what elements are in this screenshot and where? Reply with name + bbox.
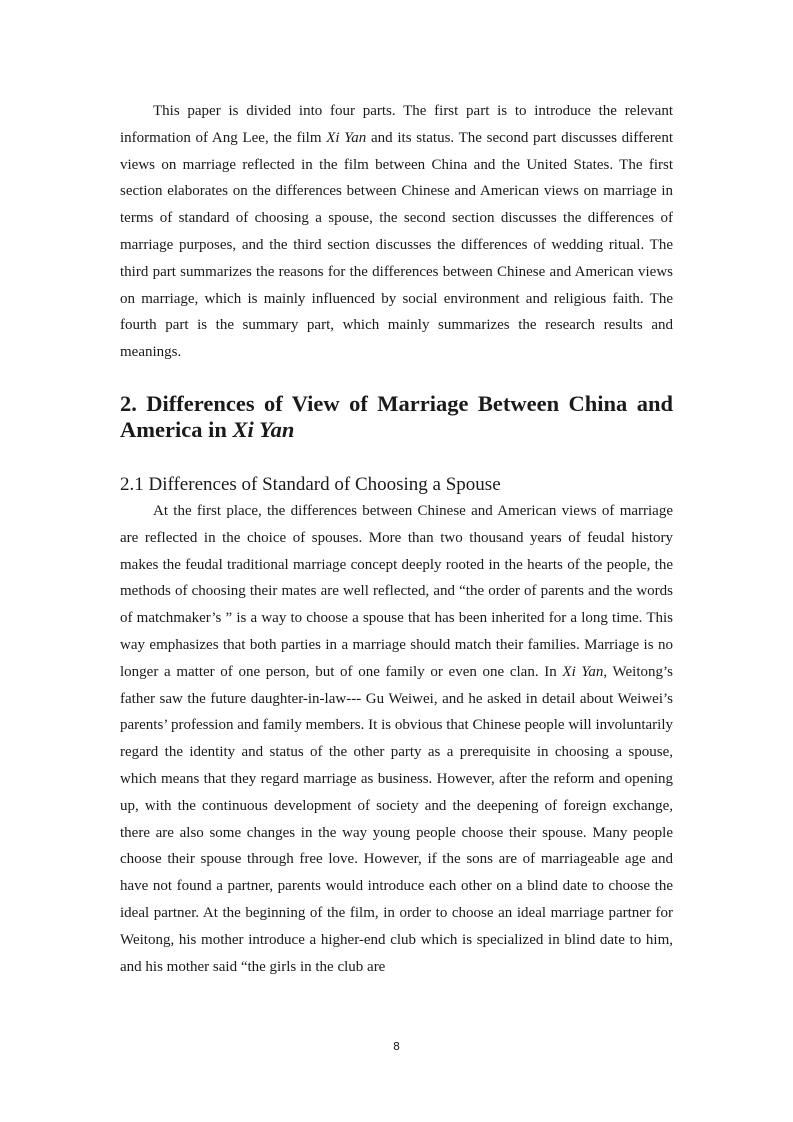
section-heading-italic: Xi Yan (232, 417, 295, 442)
spouse-choice-paragraph-text-2: , Weitong’s father saw the future daughter-in-law--- Gu Weiwei, and he asked in detail about Weiwei’s parents’ profession and family members. It is obvious that Chinese people will involuntarily regard the identity and status of the other party as a prerequisite in choosing a spouse, which means that they regard marriage as business. However, after the reform and opening up, with the continuous development of society and the deepening of foreign exchange, there are also some changes in the way young people choose their spouse. Many people choose their spouse through free love. However, if the sons are of marriageable age and have not found a partner, parents would introduce each other on a blind date to choose the ideal partner. At the beginning of the film, in order to choose an ideal marriage partner for Weitong, his mother introduce a higher-end club which is specialized in blind date to him, and his mother said “the girls in the club are (120, 663, 673, 975)
subsection-heading: 2.1 Differences of Standard of Choosing a Spouse (120, 474, 501, 495)
intro-paragraph (120, 98, 673, 366)
spouse-choice-paragraph (120, 498, 673, 980)
section-heading-text: 2. Differences of View of Marriage Between China and America in (120, 391, 673, 442)
section-heading (120, 391, 673, 443)
spouse-choice-paragraph-text-1: At the first place, the differences between Chinese and American views of marriage are reflected in the choice of spouses. More than two thousand years of feudal history makes the feudal traditional marriage concept deeply rooted in the hearts of the people, the methods of choosing their mates are well reflected, and “the order of parents and the words of matchmaker’s ” is a way to choose a spouse that has been inherited for a long time. This way emphasizes that both parties in a marriage should match their families. Marriage is no longer a matter of one person, but of one family or even one clan. In (120, 503, 673, 680)
intro-paragraph-text-2: and its status. The second part discusses different views on marriage reflected in the film between China and the United States. The first section elaborates on the differences between Chinese and American views on marriage in terms of standard of choosing a spouse, the second section discusses the differences of marriage purposes, and the third section discusses the differences of wedding ritual. The third part summarizes the reasons for the differences between Chinese and American views on marriage, which is mainly influenced by social environment and religious faith. The fourth part is the summary part, which mainly summarizes the research results and meanings. (120, 129, 674, 361)
intro-paragraph-text-1: This paper is divided into four parts. The first part is to introduce the relevant information of Ang Lee, the film (120, 103, 673, 146)
page-number: 8 (393, 1040, 400, 1053)
film-title-italic: Xi Yan (562, 663, 604, 680)
film-title-italic: Xi Yan (326, 129, 367, 146)
